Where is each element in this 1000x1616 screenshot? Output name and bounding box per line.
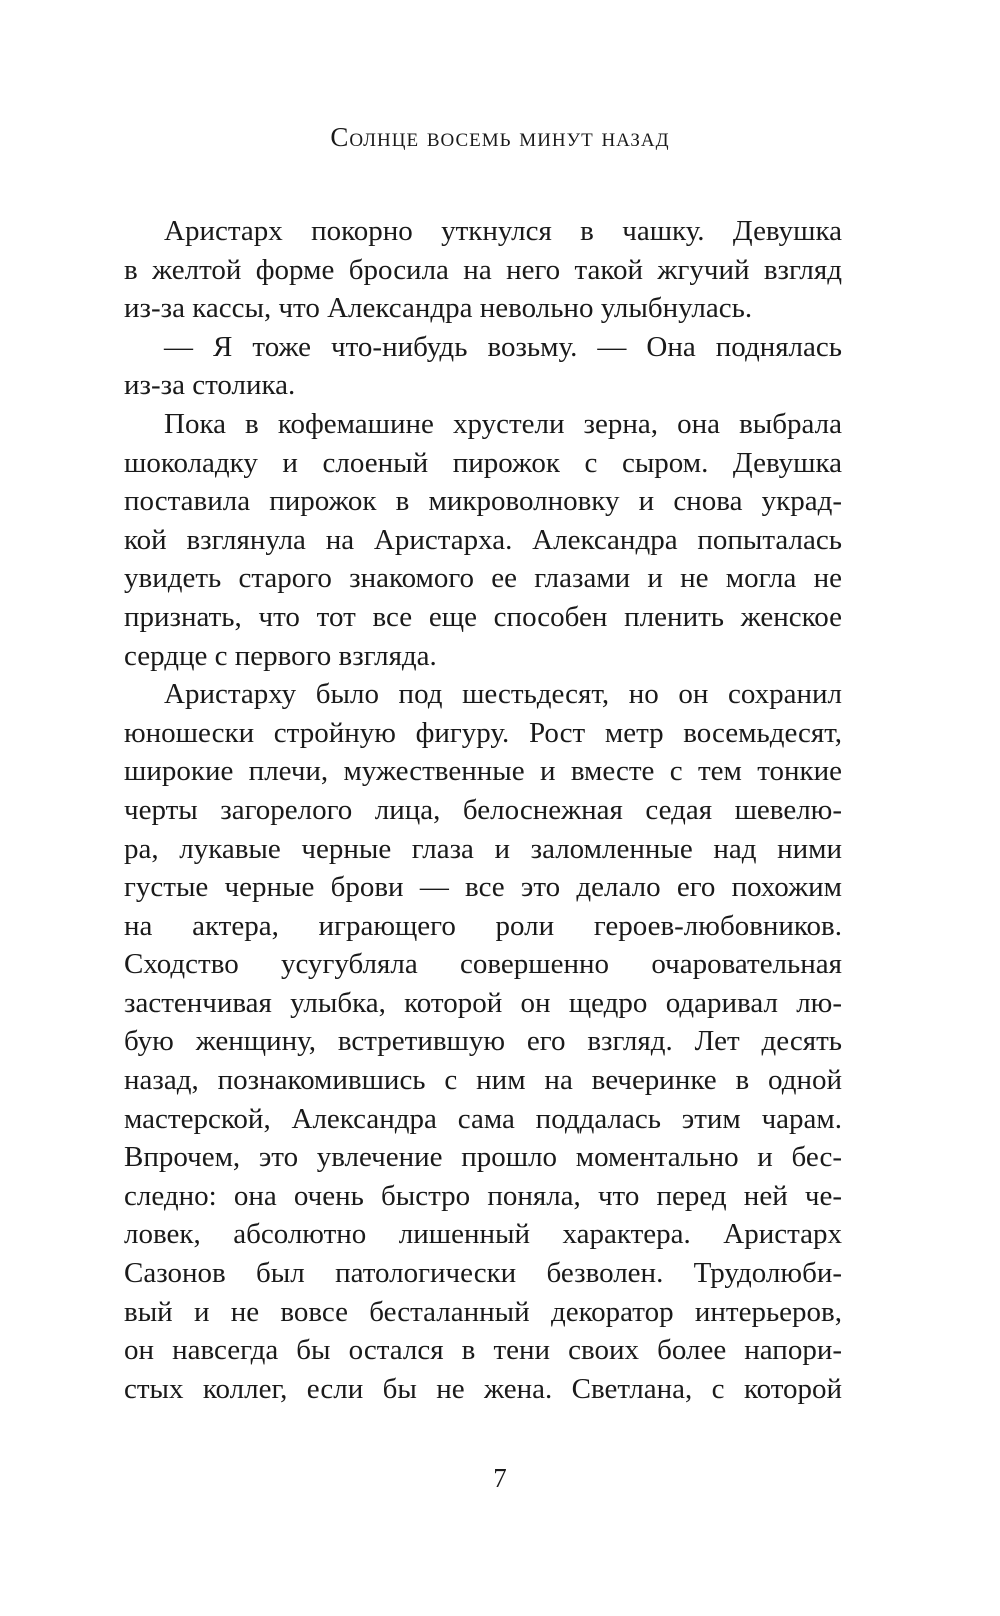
text-line: юношески стройную фигуру. Рост метр восемьдесят,	[124, 716, 842, 749]
text-line: в желтой форме бросила на него такой жгучий взгляд	[124, 253, 842, 286]
text-line: Сазонов был патологически безволен. Трудолюби-	[124, 1257, 842, 1290]
text-line: ловек, абсолютно лишенный характера. Аристарх	[124, 1218, 842, 1251]
text-line: бую женщину, встретившую его взгляд. Лет десять	[124, 1025, 842, 1058]
text-line: кой взглянула на Аристарха. Александра попыталась	[124, 523, 842, 556]
page-number: 7	[493, 1463, 507, 1493]
text-line: следно: она очень быстро поняла, что перед ней че-	[124, 1179, 842, 1212]
text-line: мастерской, Александра сама поддалась этим чарам.	[124, 1102, 842, 1135]
text-line: на актера, играющего роли героев-любовников.	[124, 909, 842, 942]
text-line: черты загорелого лица, белоснежная седая шевелю-	[124, 793, 842, 826]
text-line: стых коллег, если бы не жена. Светлана, с которой	[124, 1372, 842, 1405]
text-line: густые черные брови — все это делало его похожим	[124, 871, 842, 904]
running-head: Солнце восемь минут назад	[330, 122, 670, 152]
text-line: Аристарху было под шестьдесят, но он сохранил	[164, 678, 842, 711]
text-line: увидеть старого знакомого ее глазами и не могла не	[124, 562, 842, 595]
text-line: поставила пирожок в микроволновку и снова украд-	[124, 485, 842, 518]
text-line: из-за кассы, что Александра невольно улыбнулась.	[124, 292, 753, 325]
text-line: Сходство усугубляла совершенно очаровательная	[124, 948, 842, 981]
text-line: Впрочем, это увлечение прошло моментально и бес-	[124, 1141, 842, 1174]
text-line: Пока в кофемашине хрустели зерна, она выбрала	[164, 407, 842, 440]
text-line: из-за столика.	[124, 369, 296, 402]
text-line: ра, лукавые черные глаза и заломленные над ними	[124, 832, 842, 865]
text-line: — Я тоже что-нибудь возьму. — Она поднялась	[164, 330, 842, 363]
text-line: шоколадку и слоеный пирожок с сыром. Девушка	[124, 446, 842, 479]
text-line: Аристарх покорно уткнулся в чашку. Девушка	[164, 215, 842, 247]
text-line: он навсегда бы остался в тени своих более напори-	[124, 1334, 842, 1367]
text-line: признать, что тот все еще способен пленить женское	[124, 600, 842, 633]
body-text	[124, 212, 842, 1408]
text-line: застенчивая улыбка, которой он щедро одаривал лю-	[124, 986, 842, 1019]
text-line: назад, познакомившись с ним на вечеринке в одной	[124, 1064, 842, 1097]
text-line: сердце с первого взгляда.	[124, 639, 437, 672]
text-line: вый и не вовсе бесталанный декоратор интерьеров,	[124, 1295, 842, 1328]
text-line: широкие плечи, мужественные и вместе с тем тонкие	[124, 755, 842, 788]
